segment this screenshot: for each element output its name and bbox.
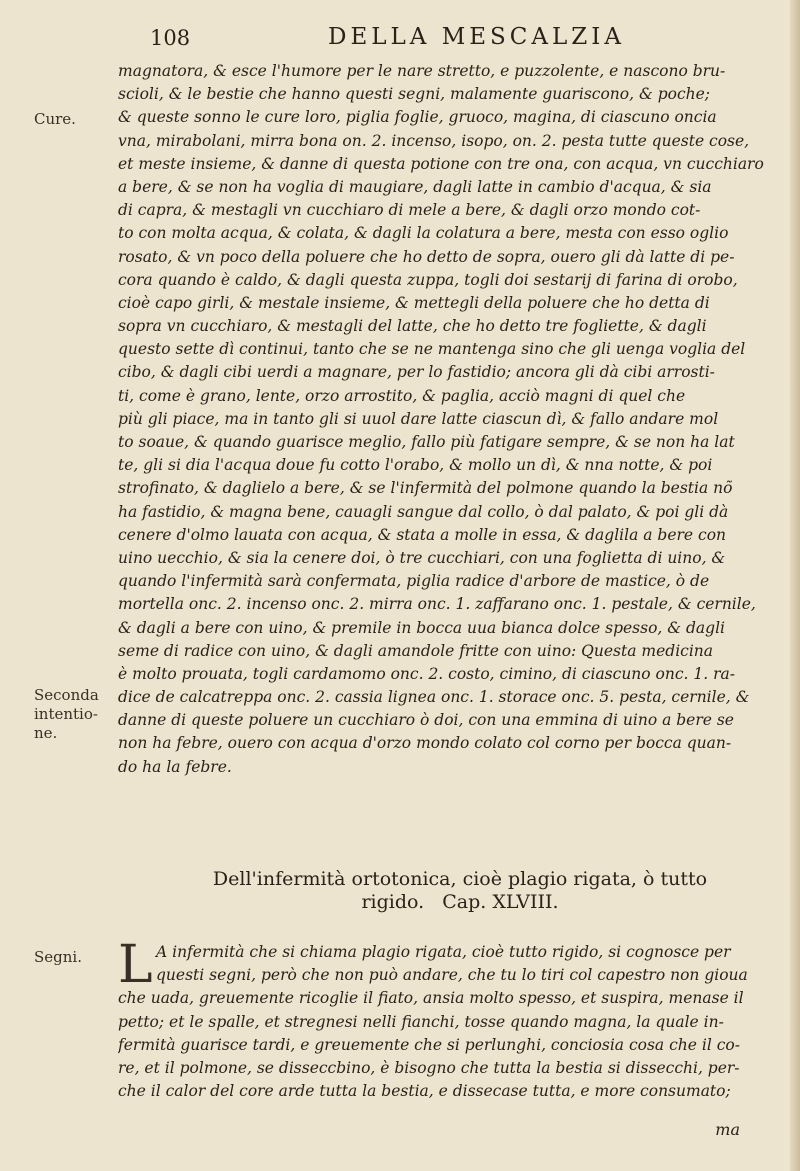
text-line: & dagli a bere con uino, & premile in bocca uua bianca dolce spesso, & dagli	[118, 618, 725, 637]
drop-cap: L	[118, 935, 153, 995]
text-line: te, gli si dia l'acqua doue fu cotto l'orabo, & mollo un dì, & nna notte, & poi	[118, 456, 713, 475]
margin-note-cure: Cure.	[34, 110, 76, 128]
text-line: vna, mirabolani, mirra bona on. 2. incenso, isopo, on. 2. pesta tutte queste cose,	[118, 131, 750, 150]
text-line: dice de calcatreppa onc. 2. cassia lignea onc. 1. storace onc. 5. pesta, cernile, &	[118, 688, 750, 707]
text-line: è molto prouata, togli cardamomo onc. 2. costo, cimino, di ciascuno onc. 1. ra-	[118, 664, 735, 683]
margin-note-seconda-intentione	[34, 686, 99, 743]
margin-note-line: ne.	[34, 724, 58, 742]
margin-note-line: Seconda	[34, 686, 99, 704]
text-line: cibo, & dagli cibi uerdi a magnare, per lo fastidio; ancora gli dà cibi arrosti-	[118, 363, 715, 382]
text-line: A infermità che si chiama plagio rigata, cioè tutto rigido, si cognosce per	[156, 943, 731, 961]
text-line: a bere, & se non ha voglia di maugiare, dagli latte in cambio d'acqua, & sia	[118, 177, 712, 196]
text-line: quando l'infermità sarà confermata, piglia radice d'arbore de mastice, ò de	[118, 572, 710, 591]
text-line: ha fastidio, & magna bene, cauagli sangue dal collo, ò dal palato, & poi gli dà	[118, 502, 729, 521]
text-line: più gli piace, ma in tanto gli si uuol dare latte ciascun dì, & fallo andare mol	[118, 409, 719, 428]
text-line: questi segni, però che non può andare, che tu lo tiri col capestro non gioua	[156, 966, 748, 985]
body-text	[118, 60, 780, 779]
text-line: et meste insieme, & danne di questa potione con tre ona, con acqua, vn cucchiaro	[118, 154, 764, 173]
chapter-text	[118, 935, 780, 1103]
text-line: do ha la febre.	[118, 757, 232, 776]
text-line: di capra, & mestagli vn cucchiaro di mele a bere, & dagli orzo mondo cot-	[118, 201, 701, 220]
text-line: re, et il polmone, se disseccbino, è bisogno che tutta la bestia si dissecchi, per-	[118, 1058, 740, 1077]
text-line: fermità guarisce tardi, e greuemente che si perlunghi, conciosia cosa che il co-	[118, 1035, 740, 1054]
text-line: danne di queste poluere un cucchiaro ò doi, con una emmina di uino a bere se	[118, 711, 734, 730]
text-line: scioli, & le bestie che hanno questi segni, malamente guariscono, & poche;	[118, 85, 711, 104]
text-line: mortella onc. 2. incenso onc. 2. mirra onc. 1. zaffarano onc. 1. pestale, & cernile,	[118, 595, 756, 614]
text-line: petto; et le spalle, et stregnesi nelli fianchi, tosse quando magna, la quale in-	[118, 1012, 724, 1031]
margin-note-line: intentio-	[34, 705, 98, 723]
margin-note-segni: Segni.	[34, 948, 82, 966]
text-line: sopra vn cucchiaro, & mestagli del latte, che ho detto tre fogliette, & dagli	[118, 317, 707, 336]
text-line: ti, come è grano, lente, orzo arrostito, & paglia, acciò magni di quel che	[118, 386, 686, 405]
page-header	[150, 22, 710, 52]
text-line: seme di radice con uino, & dagli amandole fritte con uino: Questa medicina	[118, 641, 714, 660]
text-line: to soaue, & quando guarisce meglio, fallo più fatigare sempre, & se non ha lat	[118, 433, 735, 451]
catchword: ma	[715, 1120, 740, 1139]
text-line: cenere d'olmo lauata con acqua, & stata a molle in essa, & daglila a bere con	[118, 525, 727, 544]
running-title: DELLA MESCALZIA	[328, 24, 625, 50]
page-edge	[790, 0, 800, 1171]
text-line: magnatora, & esce l'humore per le nare stretto, e puzzolente, e nascono bru-	[118, 62, 726, 80]
chapter-heading-line-2: rigido. Cap. XLVIII.	[361, 891, 559, 913]
text-line: questo sette dì continui, tanto che se ne mantenga sino che gli uenga voglia del	[118, 340, 746, 359]
text-line: cioè capo girli, & mestale insieme, & mettegli della poluere che ho detta di	[118, 293, 710, 312]
text-line: che il calor del core arde tutta la bestia, e dissecase tutta, e more consumato;	[118, 1082, 731, 1101]
chapter-heading	[150, 868, 770, 914]
text-line: rosato, & vn poco della poluere che ho detto de sopra, ouero gli dà latte di pe-	[118, 247, 735, 266]
text-line: che uada, greuemente ricoglie il fiato, ansia molto spesso, et suspira, menase il	[118, 989, 744, 1008]
page-number: 108	[150, 26, 191, 50]
text-line: cora quando è caldo, & dagli questa zuppa, togli doi sestarij di farina di orobo,	[118, 270, 738, 289]
text-line: strofinato, & daglielo a bere, & se l'infermità del polmone quando la bestia nõ	[118, 479, 733, 498]
text-line: uino uecchio, & sia la cenere doi, ò tre cucchiari, con una foglietta di uino, &	[118, 548, 726, 567]
chapter-heading-line-1: Dell'infermità ortotonica, cioè plagio rigata, ò tutto	[212, 868, 708, 890]
text-line: non ha febre, ouero con acqua d'orzo mondo colato col corno per bocca quan-	[118, 734, 732, 753]
text-line: to con molta acqua, & colata, & dagli la colatura a bere, mesta con esso oglio	[118, 224, 729, 243]
text-line: & queste sonno le cure loro, piglia foglie, gruoco, magina, di ciascuno oncia	[118, 108, 717, 127]
